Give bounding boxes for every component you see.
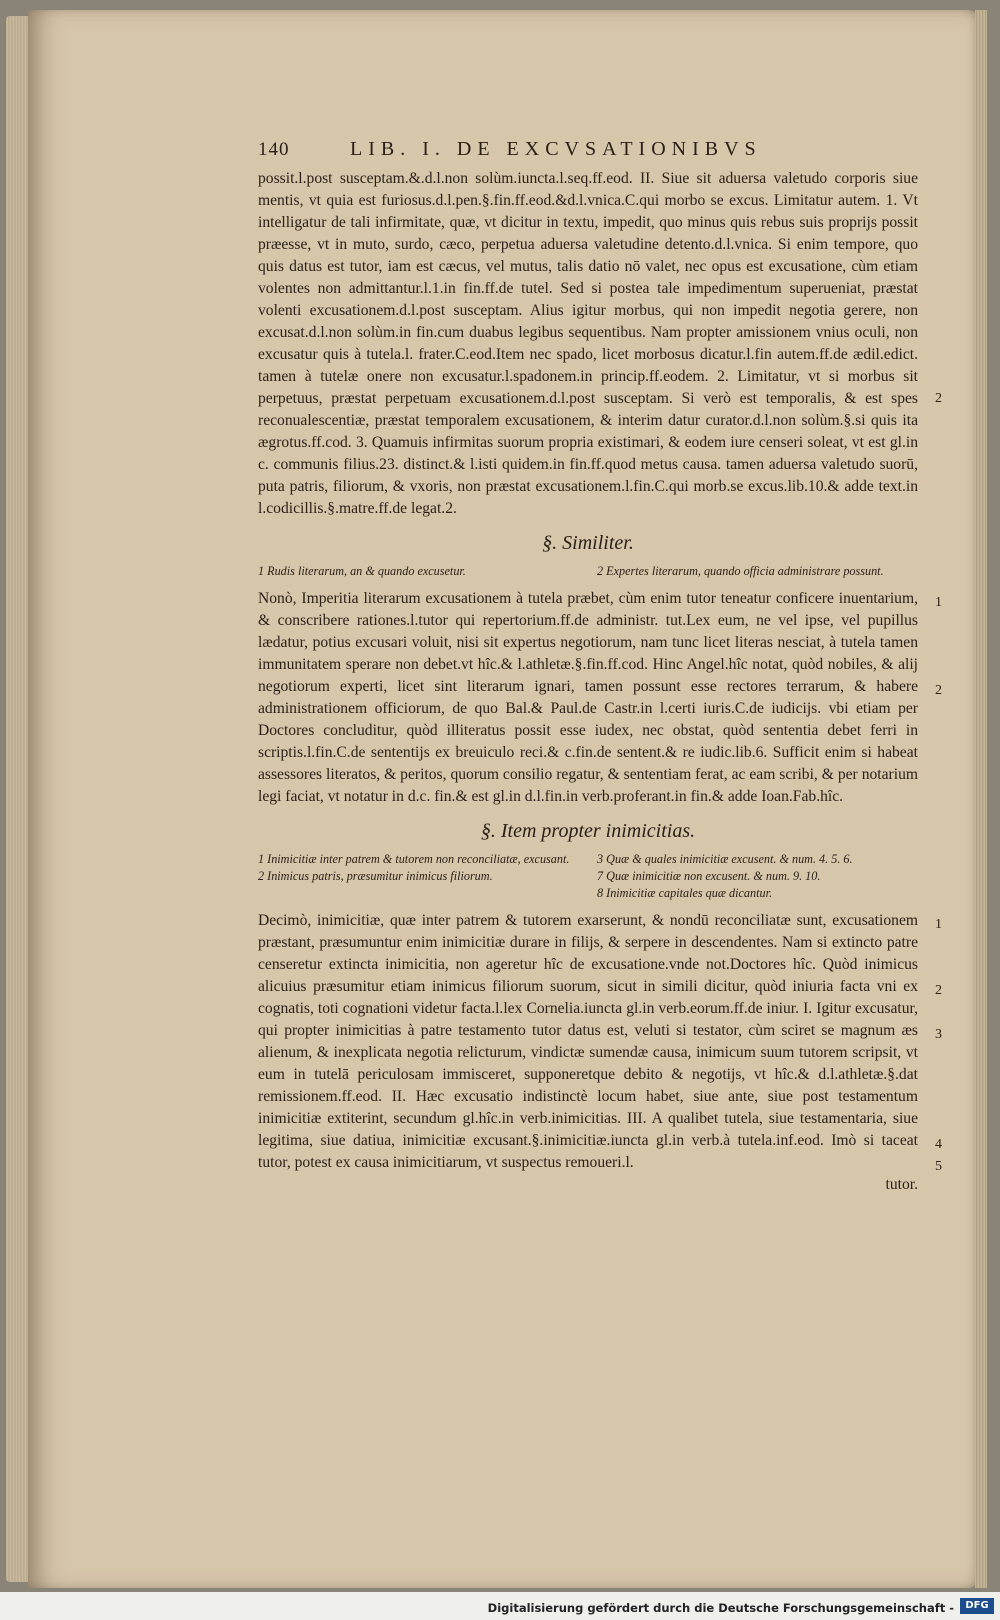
summary-item: 2 Expertes literarum, quando officia administrare possunt. bbox=[597, 564, 884, 578]
summary-item: 1 Rudis literarum, an & quando excusetur. bbox=[258, 564, 466, 578]
summary-item: 7 Quæ inimicitiæ non excusent. & num. 9. 10. bbox=[597, 869, 821, 883]
paragraph-morbus bbox=[258, 168, 942, 520]
paragraph-inimicitiae bbox=[258, 910, 942, 1174]
running-header bbox=[258, 138, 918, 168]
margin-number: 1 bbox=[935, 595, 942, 610]
section-title: §. Similiter. bbox=[542, 532, 634, 554]
summary-item bbox=[258, 885, 579, 902]
paragraph-text: Nonò, Imperitia literarum excusationem à tutela præbet, cùm enim tutor teneatur conficere inuentarium, & conscribere rationes.l.tutor qui repertorium.ff.de administr. tut.Lex eum, ne vel ipse, vel pupillus lædatur, potius excusari voluit, nisi sit expertus negotiorum, nam tunc licet literas nesciat, à tutela tamen immunitatem sperare non debet.vt hîc.& l.athletæ.§.fin.ff.cod. Hinc Angel.hîc notat, quòd nobiles, & alij negotiorum experti, licet sint literarum ignari, tamen possunt esse rectores terrarum, & habere administrationem officiorum, de quo Bal.& Paul.de Castr.in l.certi iuris.C.de iudicijs. vbi etiam per Doctores concluditur, quòd illiteratus possit esse iudex, nec obstat, quòd sententia debet ferri in scriptis.l.fin.C.de sententijs ex breuiculo reci.& c.fin.de sentent.& re iudic.lib.6. Sufficit enim si habeat assessores literatos, & peritos, quorum consilio regatur, & sententiam ferat, ac eam scribi, & per notarium legi faciat, vt notatur in d.c. fin.& est gl.in d.l.fin.in verb.proferant.in fin.& adde Ioan.Fab.hîc. bbox=[258, 590, 918, 805]
summary-item: 1 Inimicitiæ inter patrem & tutorem non reconciliatæ, excusant. bbox=[258, 852, 570, 866]
page-edges-right bbox=[975, 10, 987, 1588]
summary-list bbox=[258, 851, 918, 902]
dfg-logo: DFG bbox=[960, 1598, 994, 1614]
footer-credit: Digitalisierung gefördert durch die Deutsche Forschungsgemeinschaft - bbox=[487, 1601, 954, 1615]
margin-number: 2 bbox=[935, 983, 942, 998]
summary-list bbox=[258, 563, 918, 580]
page-edges-left bbox=[6, 16, 28, 1582]
page-number: 140 bbox=[258, 139, 290, 160]
digitization-footer bbox=[0, 1592, 1000, 1620]
paragraph-text: Decimò, inimicitiæ, quæ inter patrem & tutorem exarserunt, & nondū reconciliatæ sunt, excusationem præstant, præsumuntur enim inimicitiæ durare in filijs, & serpere in descendentes. Nam si extincto patre censeretur extincta inimicitia, non ageretur hîc de excusatione.vnde not.Doctores hîc. Quòd inimicus alicuius præsumitur etiam inimicus filiorum suorum, sicut in simili dicitur, quòd iniuria facta vni ex cognatis, toti cognationi videtur facta.l.lex Cornelia.iuncta gl.in verb.eorum.ff.de iniur. I. Igitur excusatur, qui propter inimicitias à patre testamento tutor datus est, veluti si testator, cùm sciret se magnum æs alienum, & inexplicata negotia relicturum, vindictæ sumendæ causa, inimicum suum tutorem scripsit, vt eum in tutelā periculosam immisceret, supponeretque debito & negotijs, vt hîc.& d.l.athletæ.§.dat remissionem.ff.eod. II. Hæc excusatio indistinctè locum habet, siue ante, siue post testamentum inimicitiæ extiterint, secundum gl.hîc.in verb.inimicitias. III. A qualibet tutela, siue testamentaria, siue legitima, siue datiua, inimicitiæ excusant.§.inimicitiæ.iuncta gl.in verb.à tutela.inf.eod. Imò si taceat tutor, potest ex causa inimicitiarum, vt suspectus remoueri.l. bbox=[258, 912, 918, 1171]
paragraph-imperitia bbox=[258, 588, 942, 808]
margin-number: 2 bbox=[935, 683, 942, 698]
summary-item: 3 Quæ & quales inimicitiæ excusent. & num. 4. 5. 6. bbox=[597, 852, 853, 866]
margin-number: 4 bbox=[935, 1137, 942, 1152]
margin-number: 5 bbox=[935, 1159, 942, 1174]
summary-item: 2 Inimicus patris, præsumitur inimicus filiorum. bbox=[258, 869, 493, 883]
running-title: LIB. I. DE EXCVSATIONIBVS bbox=[350, 138, 762, 160]
catchword: tutor. bbox=[885, 1176, 918, 1193]
section-title: §. Item propter inimicitias. bbox=[480, 820, 696, 842]
summary-item: 8 Inimicitiæ capitales quæ dicantur. bbox=[597, 886, 773, 900]
margin-number: 1 bbox=[935, 917, 942, 932]
margin-number: 2 bbox=[935, 391, 942, 406]
page-content bbox=[258, 138, 942, 1196]
paragraph-text: possit.l.post susceptam.&.d.l.non solùm.iuncta.l.seq.ff.eod. II. Siue sit aduersa valetudo corporis siue mentis, vt quia est furiosus.d.l.pen.§.fin.ff.eod.&d.l.vnica.C.qui morbo se excus. Limitatur autem. 1. Vt intelligatur de tali infirmitate, quæ, vt dicitur in textu, impedit, quo minus quis rebus suis proprijs possit præesse, vt in muto, surdo, cæco, perpetua aduersa valetudine detento.d.l.vnica. Si enim tempore, quo quis datus est tutor, iam est cæcus, vel mutus, talis datio nō valet, nec opus est excusatione, cùm etiam volentes non admittantur.l.1.in fin.ff.de tutel. Sed si postea tale impedimentum superueniat, præstat volenti excusationem.d.l.post susceptam. Alius igitur morbus, qui non impedit negotia gerere, non excusat.d.l.non solùm.in fin.cum duabus legibus sequentibus. Nam propter amissionem vnius oculi, non excusatur quis à tutela.l. frater.C.eod.Item nec spado, licet morbosus dicatur.l.fin autem.ff.de ædil.edict. tamen à tutelæ onere non excusatur.l.spadonem.in princip.ff.eodem. 2. Limitatur, vt si morbus sit perpetuus, præstat perpetuam excusationem.d.l.post susceptam. Si verò est temporalis, & est spes reconualescentiæ, præstat temporalem excusationem, & interim datur curator.d.l.non solùm.§.si quis ita ægrotus.ff.cod. 3. Quamuis infirmitas suorum propria existimari, & eodem iure censeri soleat, vt est gl.in c. communis filius.23. distinct.& l.isti quidem.in fin.ff.quod metus causa. tamen aduersa valetudo suorū, puta patris, filiorum, & vxoris, non præstat excusationem.l.fin.C.qui morb.se excus.lib.10.& adde text.in l.codicillis.§.matre.ff.de legat.2. bbox=[258, 170, 918, 517]
margin-number: 3 bbox=[935, 1027, 942, 1042]
